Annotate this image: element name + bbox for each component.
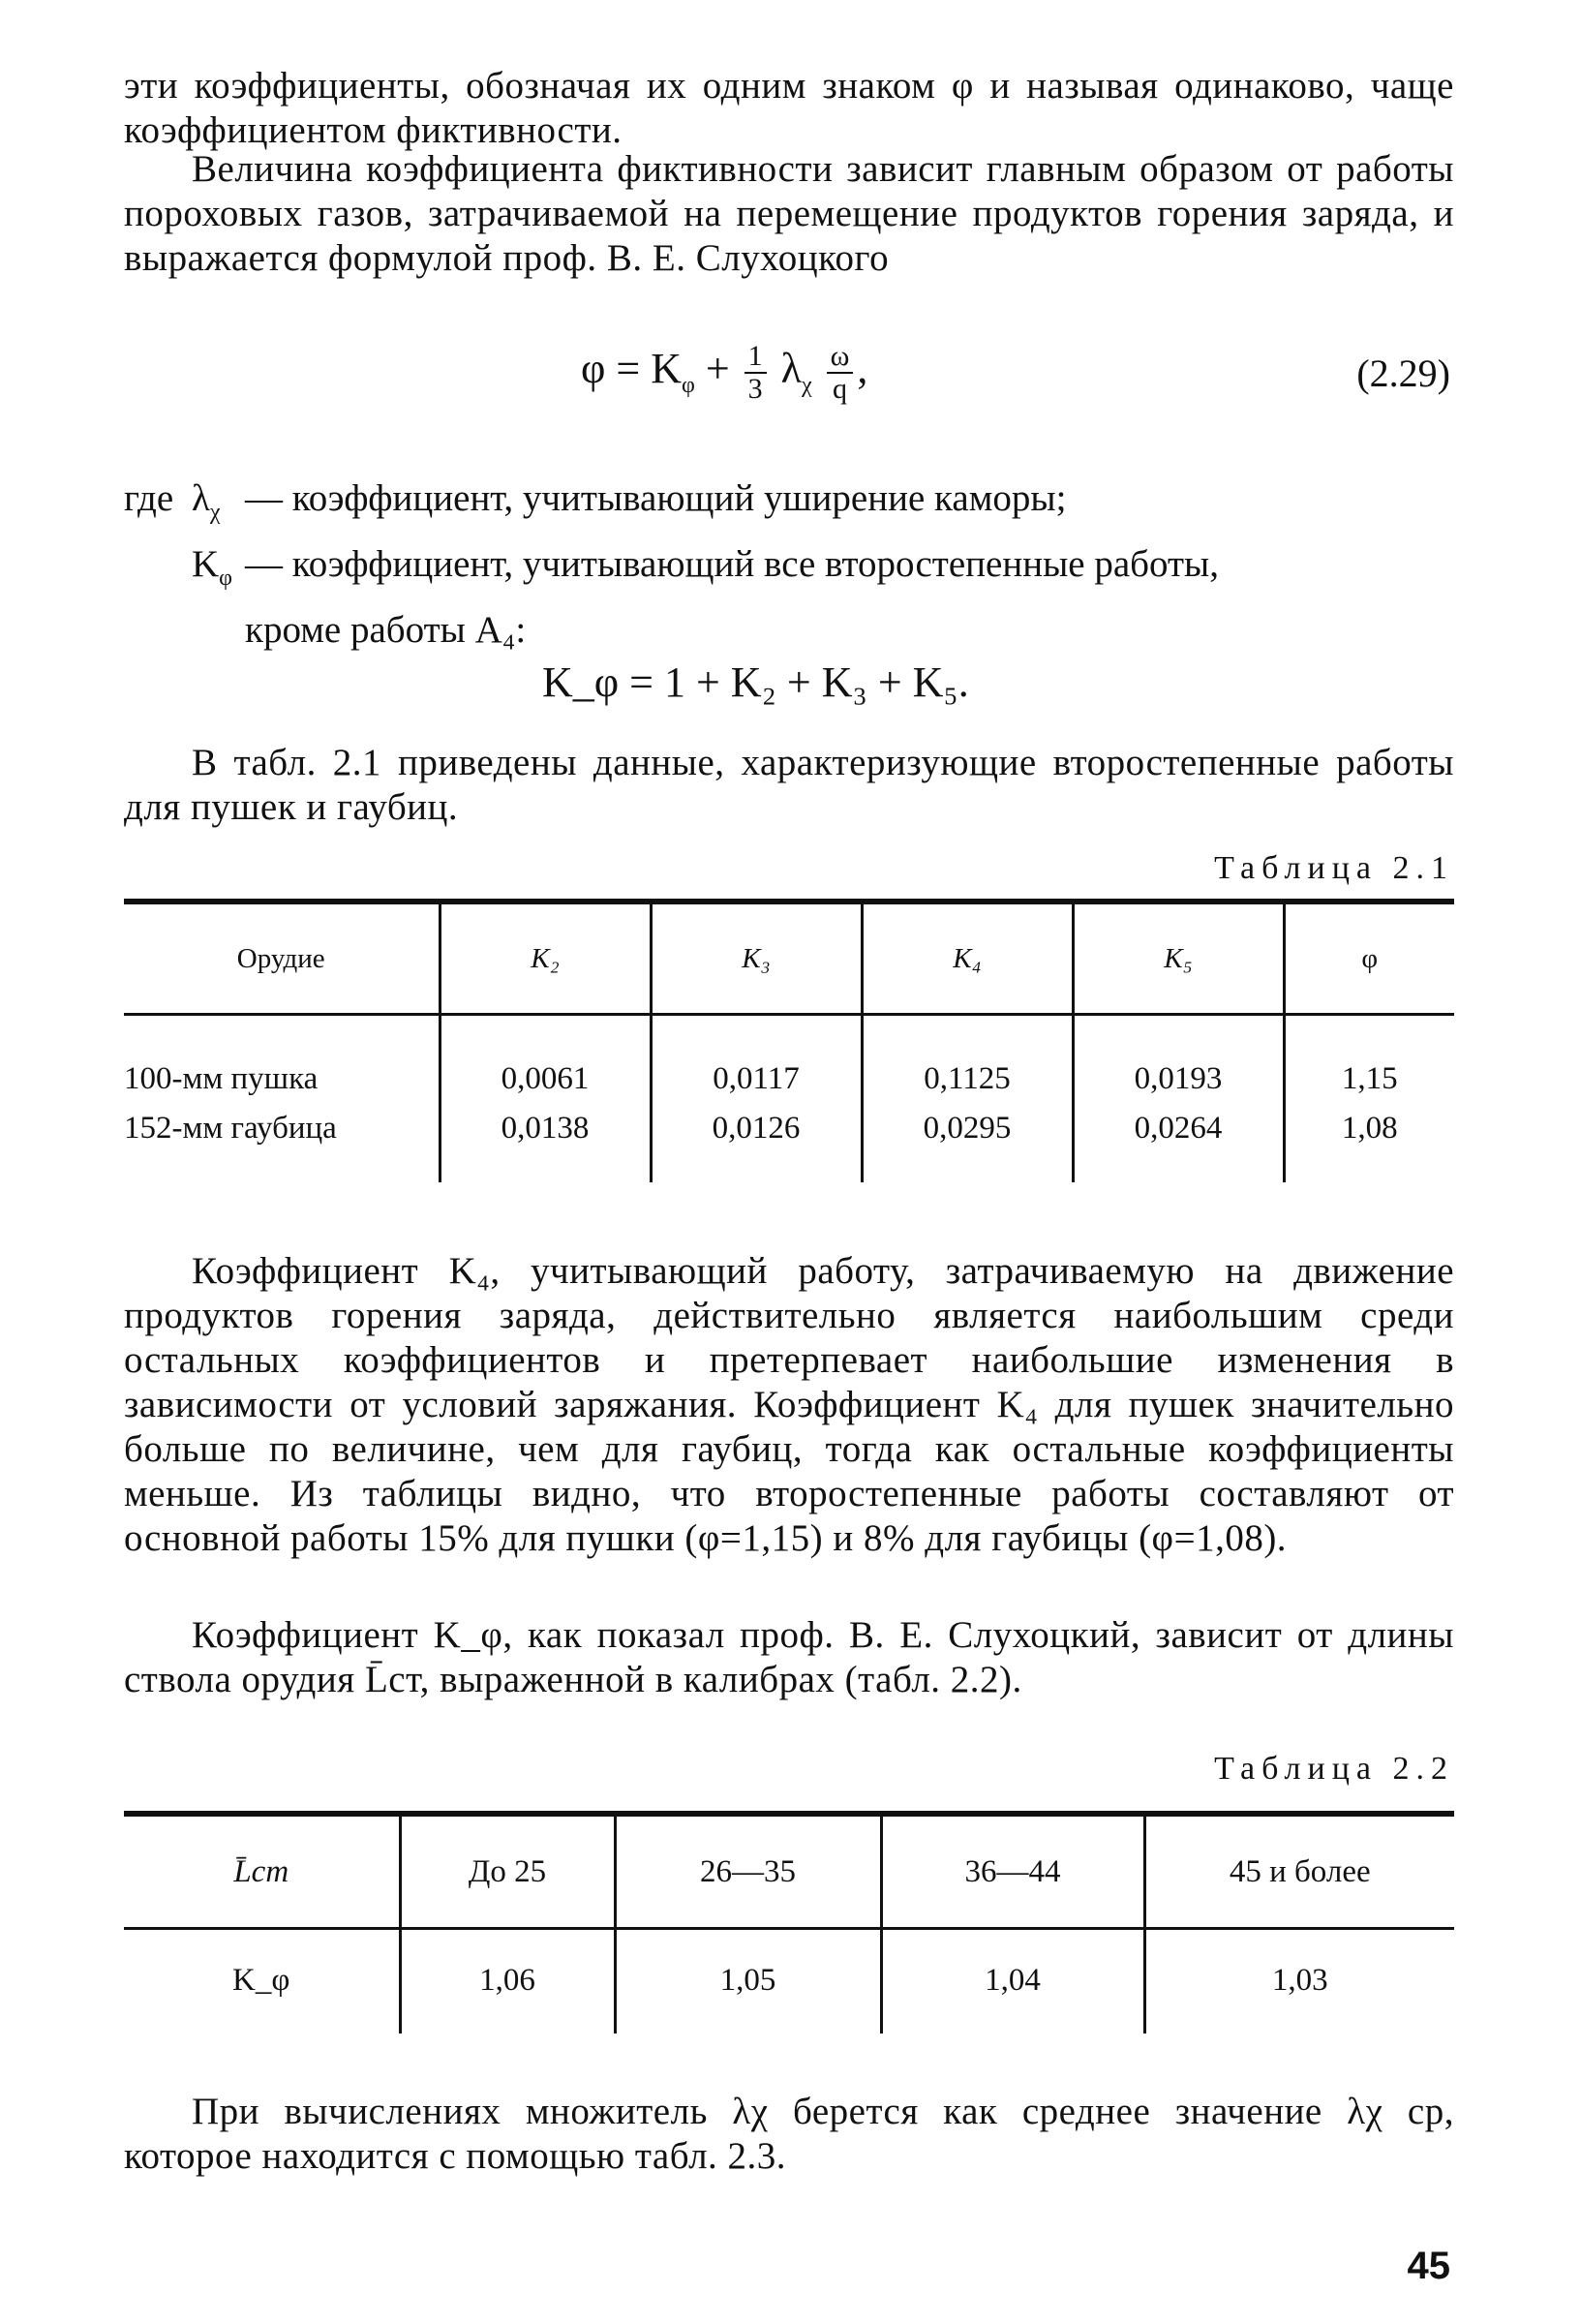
paragraph-3: В табл. 2.1 приведены данные, характеризующие второстепенные работы для пушек и гаубиц.: [124, 742, 1454, 828]
table-row: 152-мм гаубица 0,0138 0,0126 0,0295 0,0264 1,08: [124, 1105, 1454, 1182]
formula-2-29: $\varphi = K_\varphi$ + $\frac{1}{3}$ $\lambda_\chi$ $\frac{\omega}{q}$ ,: [581, 340, 868, 405]
definition-lambda: где $\lambda_\chi$ — коэффициент, учитывающий уширение каморы;: [124, 477, 1067, 525]
table-2-1: [124, 904, 1454, 1182]
definitions-list: [124, 473, 1460, 657]
paragraph-6: При вычислениях множитель λχ берется как среднее значение λχ ср, которое находится с помощью табл. 2.3.: [124, 2091, 1454, 2177]
paragraph-5: Коэффициент K_φ, как показал проф. В. Е. Слухоцкий, зависит от длины ствола орудия L̄ст, выраженной в калибрах (табл. 2.2).: [124, 1614, 1454, 1700]
formula-k-phi: K_φ = 1 + K₂ + K₃ + K₅.: [542, 658, 969, 706]
definition-k-phi: $K_\varphi$ — коэффициент, учитывающий все второстепенные работы,: [192, 542, 1219, 591]
table-2-2-header-rule: [124, 1927, 1454, 1930]
table-2-2: [124, 1817, 1454, 2034]
equation-number: (2.29): [1356, 352, 1450, 395]
table-2-2-header: L̄ст До 25 26—35 36—44 45 и более: [124, 1817, 1454, 1927]
paragraph-2: Величина коэффициента фиктивности зависит главным образом от работы пороховых газов, затрачиваемой на перемещение продуктов горения заряда, и выражается формулой проф. В. Е. Слухоцкого: [124, 148, 1454, 279]
table-row: 100-мм пушка 0,0061 0,0117 0,1125 0,0193 1,15: [124, 1013, 1454, 1105]
table-2-1-header-rule: [124, 1013, 1454, 1016]
paragraph-4: Коэффициент K₄, учитывающий работу, затрачиваемую на движение продуктов горения заряда, действительно является наибольшим среди остальных коэффициентов и претерпевает наибольшие изменения в зависимости от условий заряжания. Коэффициент K₄ для пушек значительно больше по величине, чем для гаубиц, тогда как остальные коэффициенты меньше. Из таблицы видно, что второстепенные работы составляют от основной работы 15% для пушки (φ=1,15) и 8% для гаубицы (φ=1,08).: [124, 1250, 1454, 1559]
table-2-1-header: Орудие K₂ K₃ K₄ K₅ φ: [124, 904, 1454, 1013]
page-number: 45: [1407, 2245, 1450, 2287]
table-row: K_φ 1,06 1,05 1,04 1,03: [124, 1927, 1454, 2034]
table-2-2-caption: Таблица 2.2: [1214, 1751, 1454, 1787]
definition-continuation: кроме работы A₄:: [245, 608, 527, 651]
fraction-omega-q: $\frac{\omega}{q}$: [827, 341, 854, 405]
fraction-one-third: $\frac{1}{3}$: [744, 341, 767, 405]
table-2-1-caption: Таблица 2.1: [1214, 850, 1454, 886]
paragraph-1: эти коэффициенты, обозначая их одним знаком φ и называя одинаково, чаще коэффициентом фиктивности.: [124, 65, 1454, 151]
